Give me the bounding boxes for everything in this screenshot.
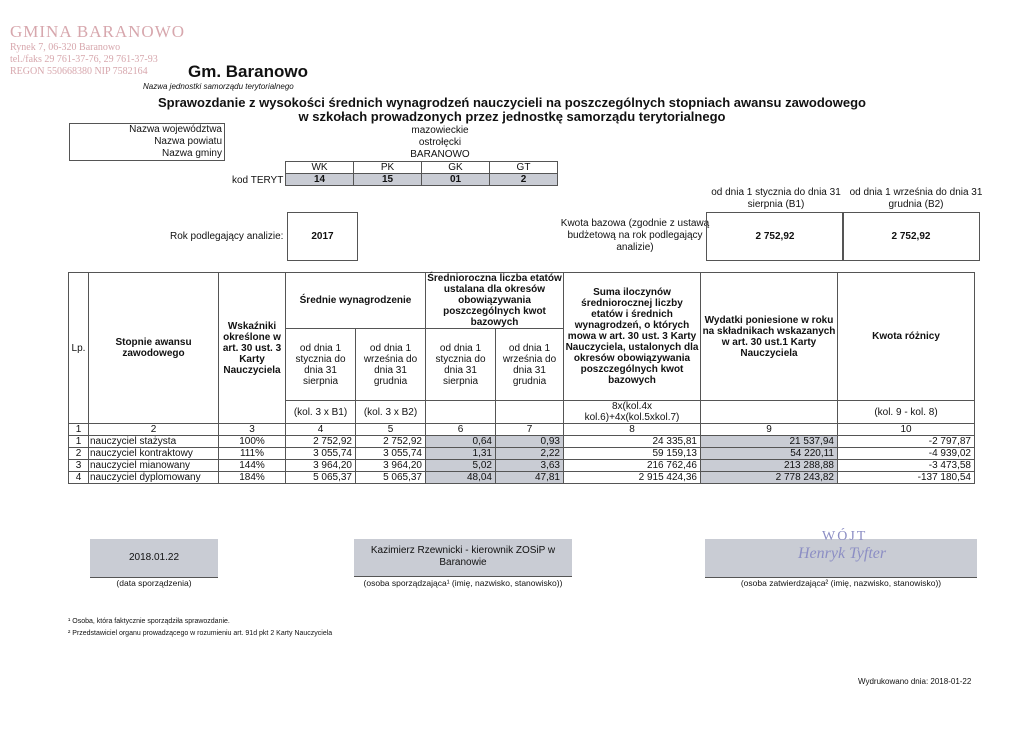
stamp-name: GMINA BARANOWO: [10, 22, 186, 41]
region-labels: [69, 123, 225, 161]
base-amount-label: Kwota bazowa (zgodnie z ustawą budżetową na rok podlegający analizie): [560, 218, 710, 253]
row-c4: 5 065,37: [286, 472, 356, 484]
column-number: 3: [219, 424, 286, 436]
row-c9: 213 288,88: [701, 460, 838, 472]
formula-c5: (kol. 3 x B2): [356, 401, 426, 424]
stamp-phone: tel./faks 29 761-37-76, 29 761-37-93: [10, 54, 158, 65]
row-c6: 0,64: [426, 436, 496, 448]
row-stopien: nauczyciel mianowany: [89, 460, 219, 472]
region-values: [370, 125, 510, 161]
row-c9: 2 778 243,82: [701, 472, 838, 484]
date-label: (data sporządzenia): [116, 578, 192, 588]
preparer-label: (osoba sporządzająca¹ (imię, nazwisko, stanowisko)): [363, 578, 563, 588]
unit-name: Gm. Baranowo: [188, 62, 308, 81]
teryt-value: 15: [354, 174, 422, 186]
column-number: 4: [286, 424, 356, 436]
row-c8: 59 159,13: [564, 448, 701, 460]
column-number: 7: [496, 424, 564, 436]
column-number: 6: [426, 424, 496, 436]
row-stopien: nauczyciel kontraktowy: [89, 448, 219, 460]
unit-note: Nazwa jednostki samorządu terytorialnego: [143, 82, 294, 91]
row-c10: -3 473,58: [838, 460, 975, 472]
teryt-value: 01: [422, 174, 490, 186]
formula-c10: (kol. 9 - kol. 8): [838, 401, 975, 424]
row-c9: 54 220,11: [701, 448, 838, 460]
column-number: 2: [89, 424, 219, 436]
teryt-table: [285, 161, 558, 186]
subheader-c6: od dnia 1 stycznia do dnia 31 sierpnia: [426, 329, 496, 401]
row-c10: -2 797,87: [838, 436, 975, 448]
table-row: [69, 436, 975, 448]
year-value: 2017: [287, 212, 358, 261]
row-c8: 216 762,46: [564, 460, 701, 472]
teryt-header: GT: [490, 162, 558, 174]
row-c4: 3 055,74: [286, 448, 356, 460]
row-wskaznik: 111%: [219, 448, 286, 460]
row-c6: 1,31: [426, 448, 496, 460]
row-c10: -137 180,54: [838, 472, 975, 484]
header-wydatki: Wydatki poniesione w roku na składnikach wskazanych w art. 30 ust.1 Karty Nauczyciela: [701, 273, 838, 401]
teryt-header: WK: [286, 162, 354, 174]
gmina-stamp: [10, 22, 185, 78]
row-wskaznik: 144%: [219, 460, 286, 472]
row-wskaznik: 184%: [219, 472, 286, 484]
region-label-county: Nazwa powiatu: [70, 136, 225, 148]
row-stopien: nauczyciel stażysta: [89, 436, 219, 448]
footnote-1: ¹ Osoba, która faktycznie sporządziła sprawozdanie.: [68, 618, 230, 625]
row-c6: 5,02: [426, 460, 496, 472]
stamp-address: Rynek 7, 06-320 Baranowo: [10, 42, 121, 53]
row-c7: 0,93: [496, 436, 564, 448]
subheader-c5: od dnia 1 września do dnia 31 grudnia: [356, 329, 426, 401]
table-row: [69, 448, 975, 460]
header-lp: Lp.: [69, 273, 89, 424]
base-amount-b1: 2 752,92: [706, 212, 844, 261]
row-lp: 2: [69, 448, 89, 460]
salary-table: [68, 272, 975, 484]
period1-header: od dnia 1 stycznia do dnia 31 sierpnia (B1): [711, 187, 841, 210]
region-value-commune: BARANOWO: [410, 149, 470, 160]
report-title: [0, 96, 1024, 124]
table-row: [69, 460, 975, 472]
date-box: 2018.01.22: [90, 539, 218, 578]
column-number: 10: [838, 424, 975, 436]
column-number: 5: [356, 424, 426, 436]
subheader-c7: od dnia 1 września do dnia 31 grudnia: [496, 329, 564, 401]
teryt-header: PK: [354, 162, 422, 174]
base-amount-b2: 2 752,92: [842, 212, 980, 261]
column-number: 1: [69, 424, 89, 436]
footnote-2: ² Przedstawiciel organu prowadzącego w rozumieniu art. 91d pkt 2 Karty Nauczyciela: [68, 630, 333, 637]
formula-c8: 8x(kol.4x kol.6)+4x(kol.5xkol.7): [564, 401, 701, 424]
row-wskaznik: 100%: [219, 436, 286, 448]
header-srednie: Średnie wynagrodzenie: [286, 273, 426, 329]
teryt-header: GK: [422, 162, 490, 174]
teryt-label: kod TERYT: [232, 175, 284, 186]
subheader-c4: od dnia 1 stycznia do dnia 31 sierpnia: [286, 329, 356, 401]
region-value-voivodeship: mazowieckie: [411, 125, 469, 136]
row-lp: 4: [69, 472, 89, 484]
row-c7: 47,81: [496, 472, 564, 484]
teryt-value: 2: [490, 174, 558, 186]
row-c8: 24 335,81: [564, 436, 701, 448]
row-c5: 3 964,20: [356, 460, 426, 472]
teryt-value: 14: [286, 174, 354, 186]
row-c10: -4 939,02: [838, 448, 975, 460]
row-c5: 3 055,74: [356, 448, 426, 460]
header-suma: Suma iloczynów średniorocznej liczby etatów i średnich wynagrodzeń, o których mowa w art. 30 ust. 3 Karty Nauczyciela, ustalonych dla okresów obowiązywania poszczególnych kwot bazowych: [564, 273, 701, 401]
header-wskazniki: Wskaźniki określone w art. 30 ust. 3 Karty Nauczyciela: [219, 273, 286, 424]
period2-header: od dnia 1 września do dnia 31 grudnia (B2): [849, 187, 983, 210]
row-lp: 3: [69, 460, 89, 472]
row-c8: 2 915 424,36: [564, 472, 701, 484]
row-stopien: nauczyciel dyplomowany: [89, 472, 219, 484]
row-c5: 5 065,37: [356, 472, 426, 484]
table-row: [69, 472, 975, 484]
row-c5: 2 752,92: [356, 436, 426, 448]
region-label-commune: Nazwa gminy: [70, 148, 225, 161]
header-etaty: Średnioroczna liczba etatów ustalana dla okresów obowiązywania poszczególnych kwot bazowych: [427, 273, 562, 328]
report-title-line2: w szkołach prowadzonych przez jednostkę samorządu terytorialnego: [298, 109, 726, 124]
row-c6: 48,04: [426, 472, 496, 484]
row-c4: 2 752,92: [286, 436, 356, 448]
formula-c4: (kol. 3 x B1): [286, 401, 356, 424]
region-label-voivodeship: Nazwa województwa: [70, 124, 225, 137]
row-c9: 21 537,94: [701, 436, 838, 448]
report-title-line1: Sprawozdanie z wysokości średnich wynagrodzeń nauczycieli na poszczególnych stopniach awansu zawodowego: [158, 95, 866, 110]
stamp-ids: REGON 550668380 NIP 7582164: [10, 66, 148, 77]
header-stopnie: Stopnie awansu zawodowego: [89, 273, 219, 424]
row-c7: 2,22: [496, 448, 564, 460]
printed-date: Wydrukowano dnia: 2018-01-22: [858, 677, 972, 686]
year-label: Rok podlegający analizie:: [170, 231, 284, 242]
row-lp: 1: [69, 436, 89, 448]
column-number: 8: [564, 424, 701, 436]
header-roznica: Kwota różnicy: [838, 273, 975, 401]
column-number: 9: [701, 424, 838, 436]
approver-label: (osoba zatwierdzająca² (imię, nazwisko, stanowisko)): [740, 578, 942, 588]
row-c7: 3,63: [496, 460, 564, 472]
approver-name: Henryk Tyfter: [798, 545, 887, 562]
approver-stamp: WÓJT: [822, 529, 868, 544]
region-value-county: ostrołęcki: [418, 137, 462, 148]
row-c4: 3 964,20: [286, 460, 356, 472]
approver-signature: [762, 529, 886, 563]
preparer-box: Kazimierz Rzewnicki - kierownik ZOSiP w Baranowie: [354, 539, 572, 577]
